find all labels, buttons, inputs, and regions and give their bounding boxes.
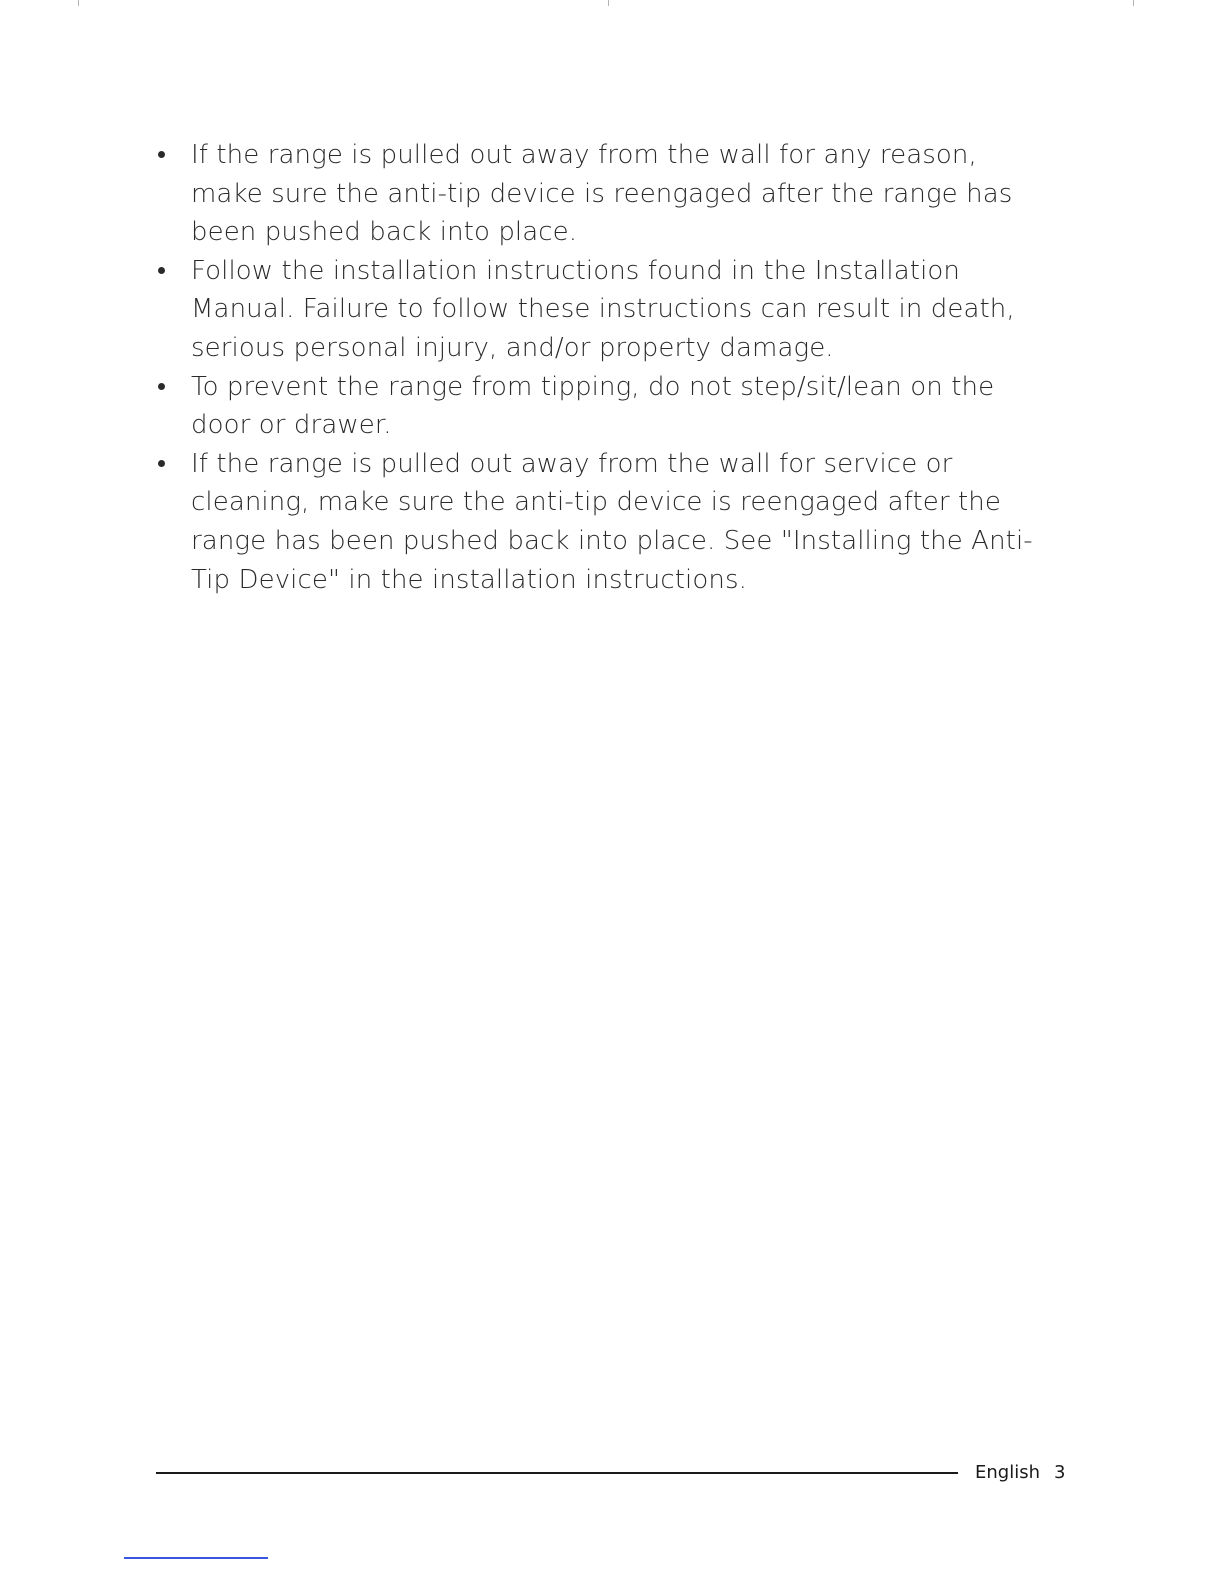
list-item-text: To prevent the range from tipping, do not step/sit/lean on the door or drawer. — [191, 371, 995, 441]
page-number: 3 — [1054, 1462, 1066, 1483]
list-item — [152, 252, 1052, 368]
footer-language: English — [975, 1462, 1040, 1483]
list-item-text: If the range is pulled out away from the wall for service or cleaning, make sure the anti-tip device is reengaged after the range has been pushed back into place. See "Installing the Anti-Tip Device" in the installation instructions. — [191, 448, 1033, 595]
list-item-text: If the range is pulled out away from the wall for any reason, make sure the anti-tip device is reengaged after the range has been pushed back into place. — [191, 140, 1013, 248]
bullet-icon — [158, 151, 165, 158]
list-item — [152, 136, 1052, 252]
bullet-icon — [158, 267, 165, 274]
list-item-text: Follow the installation instructions found in the Installation Manual. Failure to follow these instructions can result in death, serious personal injury, and/or property damage. — [191, 255, 1015, 363]
crop-mark-center — [608, 0, 609, 6]
list-item — [152, 368, 1052, 445]
bullet-icon — [158, 460, 165, 467]
crop-mark-right — [1133, 0, 1134, 6]
blue-underline — [124, 1557, 268, 1559]
safety-bullet-list — [152, 136, 1052, 599]
footer-rule — [156, 1472, 958, 1474]
crop-mark-left — [78, 0, 79, 6]
bullet-icon — [158, 383, 165, 390]
list-item — [152, 445, 1052, 599]
page-footer — [975, 1461, 1065, 1485]
